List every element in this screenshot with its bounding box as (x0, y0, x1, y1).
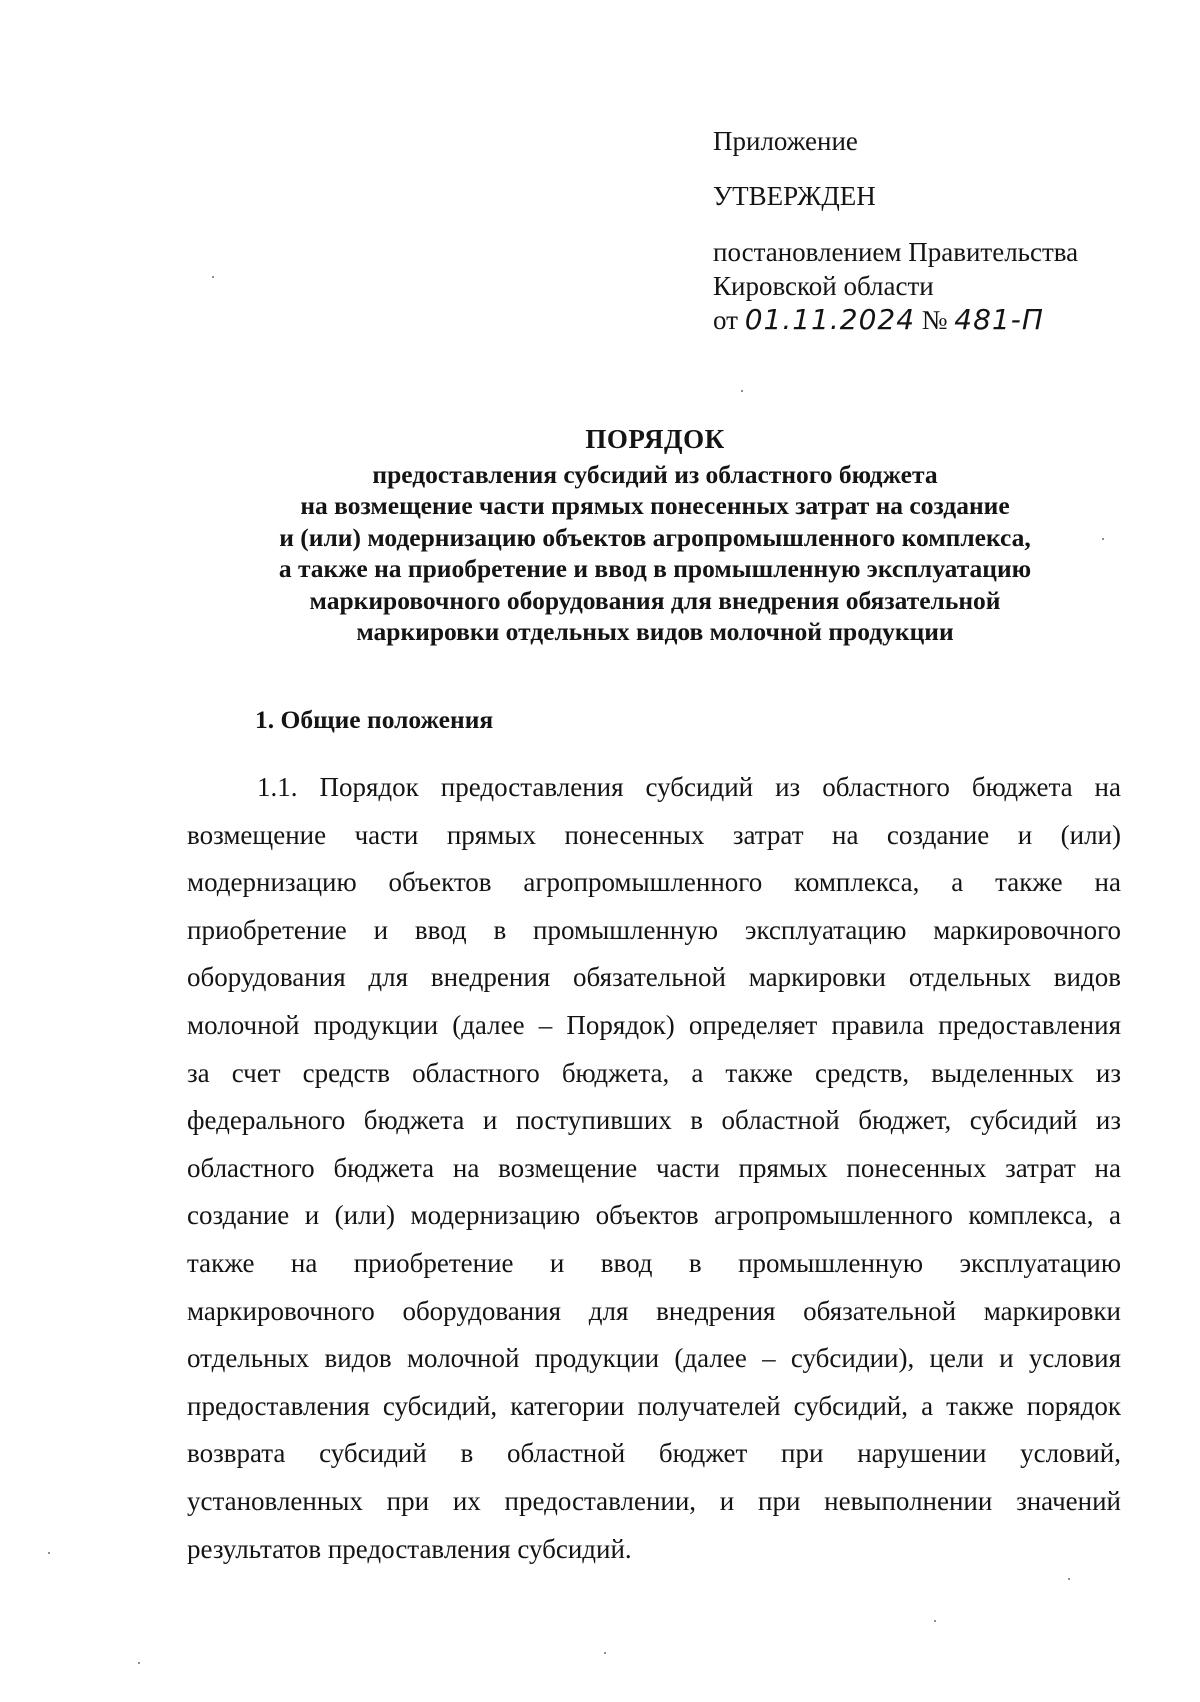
section-heading: 1. Общие положения (255, 705, 494, 734)
handwritten-number: 481-П (954, 303, 1044, 336)
scan-speck (934, 1620, 936, 1622)
document-title-block (160, 424, 1150, 648)
paragraph-line: создание и (или) модернизацию объектов агропромышленного комплекса, а (187, 1200, 1121, 1231)
title-subtitle-line: на возмещение части прямых понесенных затрат на создание (300, 491, 1010, 520)
paragraph-line: возврата субсидий в областной бюджет при нарушении условий, (187, 1438, 1121, 1469)
scan-speck (604, 1652, 606, 1654)
approved-label: УТВЕРЖДЕН (713, 181, 876, 211)
scan-speck (1102, 538, 1104, 540)
title-subtitle-line: предоставления субсидий из областного бюджета (372, 459, 938, 489)
paragraph-line: модернизацию объектов агропромышленного комплекса, а также на (187, 867, 1121, 898)
paragraph-line: молочной продукции (далее – Порядок) определяет правила предоставления (187, 1009, 1121, 1040)
paragraph-line: предоставления субсидий, категории получателей субсидий, а также порядок (187, 1390, 1121, 1421)
scan-speck (48, 1552, 50, 1554)
decree-line-1: постановлением Правительства (713, 237, 1079, 267)
paragraph-line: также на приобретение и ввод в промышленную эксплуатацию (187, 1247, 1121, 1278)
number-sign: № (921, 305, 948, 335)
scan-speck (212, 276, 214, 278)
paragraph-line: приобретение и ввод в промышленную эксплуатацию маркировочного (187, 914, 1121, 945)
title-subtitle-line: маркировочного оборудования для внедрения обязательной (309, 585, 1001, 615)
decree-line-2: Кировской области (713, 271, 934, 301)
approval-stamp-block (713, 124, 1133, 337)
paragraph-line: установленных при их предоставлении, и при невыполнении значений (187, 1485, 1121, 1516)
handwritten-date: 01.11.2024 (744, 303, 916, 336)
title-subtitle-line: и (или) модернизацию объектов агропромышленного комплекса, (279, 522, 1031, 552)
scan-speck (138, 1662, 140, 1664)
appendix-label: Приложение (713, 126, 858, 156)
paragraph-line: отдельных видов молочной продукции (далее – субсидии), цели и условия (187, 1343, 1121, 1374)
paragraph-line: маркировочного оборудования для внедрения обязательной маркировки (187, 1295, 1121, 1326)
section-paragraph (187, 764, 1121, 1573)
paragraph-line: областного бюджета на возмещение части прямых понесенных затрат на (187, 1152, 1121, 1183)
date-prefix: от (713, 305, 738, 335)
paragraph-line: оборудования для внедрения обязательной маркировки отдельных видов (187, 962, 1121, 993)
scan-speck (741, 390, 743, 392)
document-title: ПОРЯДОК (585, 424, 725, 454)
paragraph-line: федерального бюджета и поступивших в областной бюджет, субсидий из (187, 1105, 1121, 1136)
scan-speck (1068, 1578, 1070, 1580)
paragraph-line: за счет средств областного бюджета, а также средств, выделенных из (187, 1057, 1121, 1088)
title-subtitle-line: маркировки отдельных видов молочной продукции (356, 617, 954, 646)
title-subtitle-line: а также на приобретение и ввод в промышленную эксплуатацию (278, 554, 1032, 583)
paragraph-line: 1.1. Порядок предоставления субсидий из областного бюджета на (257, 772, 1121, 802)
paragraph-line: возмещение части прямых понесенных затрат на создание и (или) (187, 819, 1121, 850)
decree-date-line (713, 303, 1133, 337)
paragraph-line: результатов предоставления субсидий. (187, 1533, 632, 1564)
